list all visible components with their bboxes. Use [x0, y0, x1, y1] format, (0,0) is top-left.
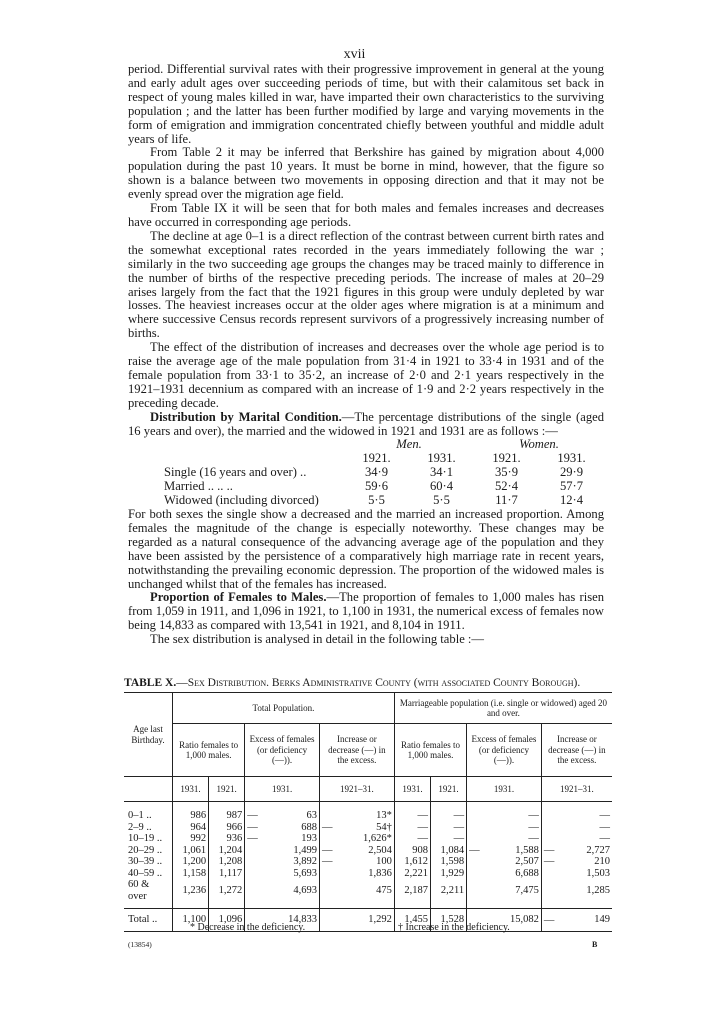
page-number: xvii [343, 47, 366, 62]
cell: 210 [594, 856, 610, 867]
cell: 29·9 [559, 465, 584, 480]
year-header: 1931. [557, 451, 586, 466]
table-row [128, 466, 604, 480]
cell: 5·5 [368, 493, 385, 508]
cell: 1,285 [586, 884, 610, 896]
cell: 1,158 [173, 868, 209, 880]
sign-cell [319, 833, 334, 845]
cell: 60·4 [429, 479, 454, 494]
cell: 14,833 [288, 914, 317, 926]
ratio-header: Ratio females to 1,000 males. [173, 724, 245, 777]
cell: 2,211 [430, 879, 466, 902]
paragraph: The effect of the distribution of increases and decreases over the whole age period is to raise the average age of the male population from 31·4 in 1921 to 33·4 in 1931 and of the female population from 33·1 to 35·2, an increase of 2·0 and 2·1 years respectively in the 1921–1931 decennium as compared with an increase of 1·9 and 2·2 years respectively in the preceding decade. [128, 340, 604, 410]
proportion-paragraph [128, 591, 604, 633]
age-cell: 60 & over [128, 879, 150, 902]
cell: 936 [209, 833, 245, 845]
cell: 5,693 [293, 867, 317, 879]
sign-cell [467, 879, 482, 902]
row-label: Widowed (including divorced) [164, 493, 319, 508]
table-row [124, 868, 612, 880]
table-row [124, 845, 612, 857]
paragraph: The sex distribution is analysed in detail in the following table :— [150, 632, 485, 647]
cell: 2,727 [586, 844, 610, 856]
sign-cell: — [245, 822, 260, 834]
cell: 34·1 [429, 465, 454, 480]
year-header: 1921. [209, 777, 245, 802]
cell: 1,096 [209, 909, 245, 932]
marital-intro: —The percentage distributions of the single (aged 16 years and over), the married and the widowed in 1921 and 1931 are as follows :— [128, 409, 604, 438]
increase-header: Increase or decrease (—) in the excess. [319, 724, 394, 777]
cell: 966 [209, 822, 245, 834]
cell: 1,588 [515, 844, 539, 856]
cell: 986 [173, 810, 209, 822]
cell: 1,929 [430, 868, 466, 880]
sign-cell: — [541, 845, 556, 857]
proportion-heading: Proportion of Females to Males. [150, 590, 327, 605]
cell: 13* [376, 810, 392, 821]
sign-cell: — [541, 856, 556, 868]
cell: 11·7 [495, 493, 518, 508]
print-code: (13854) [128, 940, 152, 949]
sign-cell [541, 810, 556, 822]
table-title-number: TABLE X. [124, 677, 177, 689]
cell: 34·9 [364, 465, 389, 480]
paragraph: From Table 2 it may be inferred that Berkshire has gained by migration about 4,000 population during the past 10 years. It must be borne in mind, however, that the figure so shown is a balance between two movements in opposing direction and that it may not be evenly spread over the migration age field. [128, 145, 604, 202]
cell: 1,292 [368, 914, 392, 926]
table-row [128, 480, 604, 494]
cell: 1,626* [363, 833, 392, 844]
marital-table [128, 438, 604, 508]
cell: 57·7 [559, 479, 584, 494]
cell: 100 [376, 856, 392, 867]
cell: 2,221 [394, 868, 430, 880]
cell: — [528, 821, 539, 833]
cell: 1,455 [394, 909, 430, 932]
cell: 1,117 [209, 868, 245, 880]
table-title [124, 677, 614, 689]
year-header: 1931. [427, 451, 456, 466]
age-cell: 2–9 .. [128, 821, 152, 833]
sign-cell [467, 868, 482, 880]
cell: 12·4 [559, 493, 584, 508]
age-cell: Total .. [128, 914, 158, 926]
cell: 7,475 [515, 884, 539, 896]
age-cell: 20–29 .. [128, 844, 163, 856]
cell: 3,892 [293, 856, 317, 867]
paragraph: period. Differential survival rates with their progressive improvement in general at the young and early adult ages over succeeding periods of time, but with their calamitous set back in respect of young males killed in war, have imparted their own characteristics to the surviving population ; and the latter has been further modified by large and varying movements in the form of emigration and immigration concentrated chiefly between youthful and middle adult years of life. [128, 62, 604, 146]
cell: 4,693 [293, 884, 317, 896]
cell: — [394, 833, 430, 845]
table-row [124, 822, 612, 834]
cell: 1,236 [173, 879, 209, 902]
age-header: Age last Birthday. [131, 724, 165, 745]
table-row [124, 879, 612, 902]
cell: 992 [173, 833, 209, 845]
cell: 1,272 [209, 879, 245, 902]
increase-header: Increase or decrease (—) in the excess. [541, 724, 612, 777]
sign-cell: — [319, 845, 334, 857]
cell: 1,208 [209, 856, 245, 868]
table-row [124, 833, 612, 845]
sign-cell: — [319, 822, 334, 834]
footnote-decrease: * Decrease in the deficiency. [190, 922, 306, 933]
year-header: 1931. [173, 777, 209, 802]
age-cell: 10–19 .. [128, 833, 163, 844]
total-population-header: Total Population. [173, 693, 395, 724]
cell: 54† [376, 821, 392, 833]
year-header: 1921–31. [319, 777, 394, 802]
cell: — [528, 810, 539, 821]
cell: 52·4 [494, 479, 519, 494]
sign-cell [245, 879, 260, 902]
sex-distribution-table [124, 692, 612, 932]
year-header: 1921–31. [541, 777, 612, 802]
cell: 964 [173, 822, 209, 834]
paragraph: For both sexes the single show a decreased and the married an increased proportion. Among females the magnitude of the change is especially noteworthy. These changes may be regarded as a natural consequence of the advancing average age of the population and they have been assisted by the persistence of a comparatively high marriage rate in recent years, notwithstanding the prevailing economic depression. The proportion of the widowed males is unchanged whilst that of the females has increased. [128, 507, 604, 591]
sign-cell: — [245, 833, 260, 845]
cell: — [599, 810, 610, 821]
age-cell: 0–1 .. [128, 810, 152, 821]
women-heading: Women. [519, 437, 559, 452]
paragraph: From Table IX it will be seen that for both males and females increases and decreases have occurred in corresponding age periods. [128, 201, 604, 229]
sign-cell [245, 868, 260, 880]
cell: — [430, 833, 466, 845]
proportion-text: —The proportion of females to 1,000 males has risen from 1,059 in 1911, and 1,096 in 1921, to 1,100 in 1931, the numerical excess of females now being 14,833 as compared with 13,541 in 1921, and 8,104 in 1911. [128, 590, 604, 633]
signature-mark: B [592, 940, 598, 949]
footnote-increase: † Increase in the deficiency. [398, 922, 510, 933]
marital-paragraph [128, 411, 604, 439]
table-row [124, 856, 612, 868]
sign-cell: — [467, 845, 482, 857]
cell: 1,084 [430, 845, 466, 857]
sign-cell: — [319, 856, 334, 868]
cell: — [430, 822, 466, 834]
sign-cell [319, 810, 334, 822]
year-header: 1921. [492, 451, 521, 466]
excess-header: Excess of females (or deficiency (—)). [467, 724, 542, 777]
cell: 6,688 [515, 867, 539, 879]
table-title-text: —Sex Distribution. Berks Administrative County (with associated County Borough). [176, 677, 581, 689]
sign-cell [467, 833, 482, 845]
sign-cell [319, 879, 334, 902]
sign-cell: — [541, 909, 556, 932]
cell: — [599, 821, 610, 833]
cell: 1,612 [394, 856, 430, 868]
cell: — [430, 810, 466, 822]
year-header: 1931. [245, 777, 320, 802]
cell: 2,504 [368, 844, 392, 856]
year-header: 1931. [394, 777, 430, 802]
sign-cell [541, 833, 556, 845]
cell: 2,187 [394, 879, 430, 902]
cell: 1,528 [430, 909, 466, 932]
body-text [128, 63, 604, 647]
cell: 1,100 [173, 909, 209, 932]
men-heading: Men. [396, 437, 422, 452]
cell: 987 [209, 810, 245, 822]
sign-cell [467, 810, 482, 822]
sign-cell [467, 822, 482, 834]
excess-header: Excess of females (or deficiency (—)). [245, 724, 320, 777]
age-cell: 30–39 .. [128, 856, 163, 867]
sign-cell [541, 822, 556, 834]
sign-cell [541, 868, 556, 880]
row-label: Single (16 years and over) .. [164, 465, 307, 480]
cell: 149 [594, 914, 610, 926]
paragraph: The decline at age 0–1 is a direct reflection of the contrast between current birth rates and the somewhat exceptional rates recorded in the years immediately following the war ; similarly in the two succeeding age groups the changes may be traced mainly to difference in the number of births of the respective preceding periods. The increase of males at 20–29 arises largely from the fact that the 1921 figures in this group were unduly depleted by war losses. The heaviest increases occur at the older ages where migration is at a minimum and where successive Census records represent survivors of a progressively increasing number of births. [128, 228, 604, 341]
cell: 908 [394, 845, 430, 857]
marital-heading: Distribution by Marital Condition. [150, 409, 342, 424]
sign-cell [319, 868, 334, 880]
year-header: 1921. [430, 777, 466, 802]
cell: 5·5 [433, 493, 450, 508]
year-header: 1921. [362, 451, 391, 466]
marriageable-header: Marriageable population (i.e. single or widowed) aged 20 and over. [394, 693, 612, 724]
cell: 1,836 [368, 867, 392, 879]
sign-cell [245, 845, 260, 857]
ratio-header: Ratio females to 1,000 males. [394, 724, 466, 777]
sign-cell: — [245, 810, 260, 822]
cell: 15,082 [509, 914, 539, 926]
table-row [128, 494, 604, 508]
cell: 59·6 [364, 479, 389, 494]
cell: — [394, 810, 430, 822]
sign-cell [467, 856, 482, 868]
sign-cell [245, 856, 260, 868]
cell: 2,507 [515, 856, 539, 867]
cell: 1,499 [293, 844, 317, 856]
cell: 475 [376, 884, 392, 896]
cell: 193 [301, 833, 317, 844]
age-cell: 40–59 .. [128, 867, 163, 879]
cell: 63 [306, 810, 317, 821]
row-label: Married .. .. .. [164, 479, 233, 494]
cell: — [528, 833, 539, 844]
cell: 1,503 [586, 867, 610, 879]
cell: 1,200 [173, 856, 209, 868]
sign-cell [319, 909, 334, 932]
cell: 1,204 [209, 845, 245, 857]
cell: 688 [301, 821, 317, 833]
cell: 35·9 [494, 465, 519, 480]
cell: 1,598 [430, 856, 466, 868]
cell: 1,061 [173, 845, 209, 857]
cell: — [394, 822, 430, 834]
cell: — [599, 833, 610, 844]
year-header: 1931. [467, 777, 542, 802]
sign-cell [541, 879, 556, 902]
table-row [124, 810, 612, 822]
